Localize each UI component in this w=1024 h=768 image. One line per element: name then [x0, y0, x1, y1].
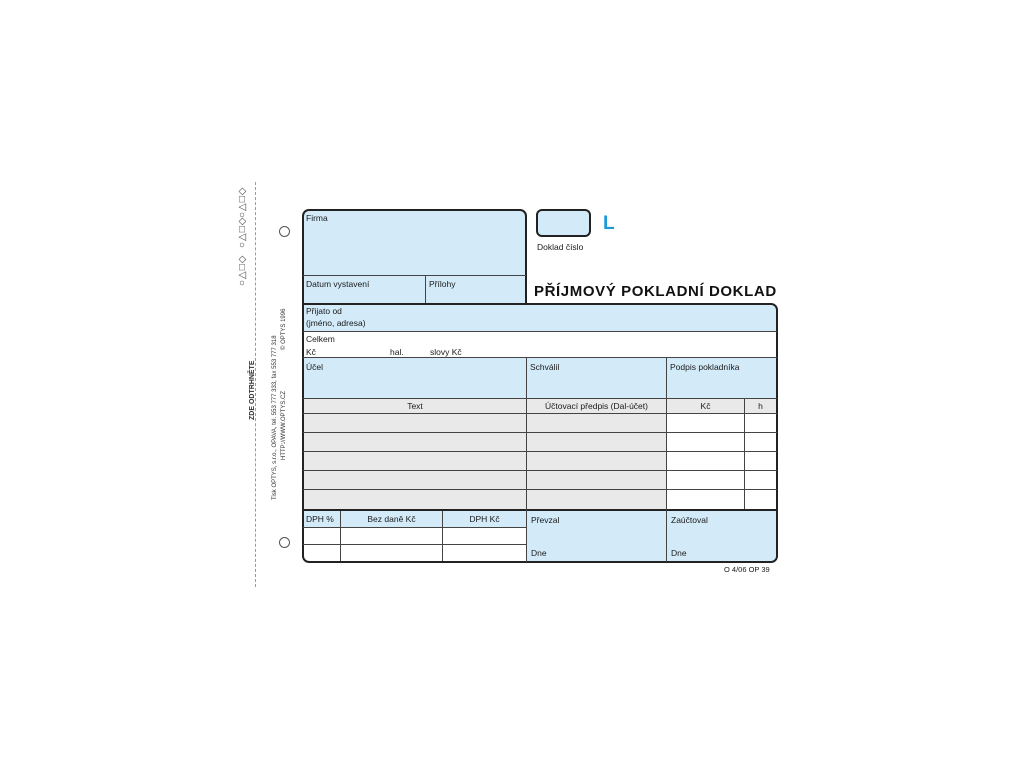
th-bez-dane: Bez daně Kč [367, 514, 416, 524]
form-code: O 4/06 OP 39 [724, 565, 770, 574]
label-prijato: Přijato od [306, 306, 342, 316]
th-accounting: Účtovací předpis (Dal-účet) [545, 401, 648, 411]
label-hal: hal. [390, 347, 404, 357]
firma-block [302, 209, 527, 304]
label-datum: Datum vystavení [306, 279, 370, 289]
th-kc: Kč [700, 401, 711, 411]
label-firma: Firma [306, 213, 328, 223]
table-body-shaded [304, 414, 666, 509]
copyright: © OPTYS 1996 [281, 308, 287, 350]
publisher-web: HTTP://WWW.OPTYS.CZ [281, 391, 287, 460]
tear-shapes-1: ○△□◇ [237, 254, 248, 286]
publisher-info: Tisk OPTYS, s.r.o., OPAVA, tel. 553 777 333, fax 553 777 318 [272, 335, 278, 500]
label-prijato-sub: (jméno, adresa) [306, 318, 366, 328]
punch-hole-top [279, 226, 290, 237]
label-podpis: Podpis pokladníka [670, 362, 740, 372]
tear-shapes-2: ○△□◇ [237, 216, 248, 248]
punch-hole-bottom [279, 537, 290, 548]
label-ucel: Účel [306, 362, 324, 372]
tear-shapes-3: ○△□◇ [237, 186, 248, 218]
table-row [303, 489, 777, 490]
label-prevzal: Převzal [531, 515, 560, 525]
prijato-field [304, 305, 776, 331]
th-h: h [758, 401, 763, 411]
label-prilohy: Přílohy [429, 279, 456, 289]
table-row [303, 470, 777, 471]
tear-here-label: ZDE ODTRHNĚTE [249, 360, 256, 420]
th-text: Text [407, 401, 423, 411]
variant-mark: L [603, 213, 615, 234]
label-schvalil: Schválil [530, 362, 560, 372]
table-row [303, 451, 777, 452]
th-dph-pct: DPH % [306, 514, 334, 524]
label-celkem: Celkem [306, 334, 335, 344]
label-doc-number: Doklad číslo [537, 242, 584, 252]
label-zauctoval: Zaúčtoval [671, 515, 708, 525]
label-slovy: slovy Kč [430, 347, 462, 357]
label-dne-2: Dne [671, 548, 687, 558]
label-kc: Kč [306, 347, 316, 357]
document-title: PŘÍJMOVÝ POKLADNÍ DOKLAD [534, 283, 777, 300]
doc-number-box[interactable] [536, 209, 591, 237]
th-dph-kc: DPH Kč [469, 514, 500, 524]
signature-area [527, 511, 776, 561]
table-row [303, 432, 777, 433]
label-dne-1: Dne [531, 548, 547, 558]
